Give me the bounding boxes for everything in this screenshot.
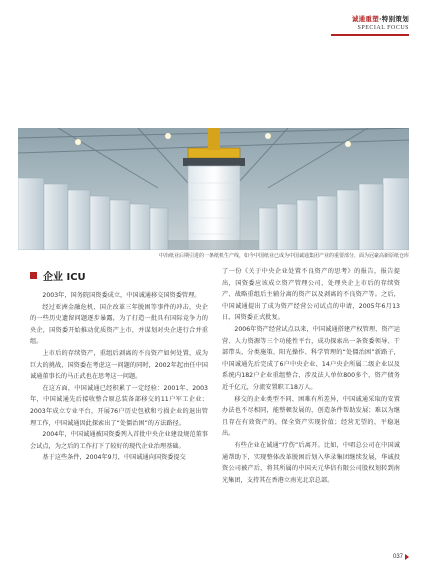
- paragraph: 了一份《关于中央企业处置不良资产的思考》的报告，报告提出，国资委应该成立资产管理公司，处理央企上市后的存续资产、战略重组后主辅分离的资产以及剥离的不良资产等。之后，中国诚通提出了成为资产经营公司试点的申请，2005年6月13日，国资委正式批复。: [222, 268, 400, 322]
- page-number-text: 037: [392, 554, 403, 560]
- left-column: [30, 290, 208, 464]
- paragraph: 经过亚洲金融危机、国企改革三年脱困等事件的冲击，央企的一些历史遗留问题逐步暴露，为了打造一批具有国际竞争力的央企，国资委开始推动优质资产上市，并谋划对央企进行合并重组。: [30, 303, 208, 346]
- paragraph: 2003年，国务院国资委成立，中国诚通移交国资委管理。: [42, 292, 201, 299]
- heading-square-icon: [30, 272, 37, 279]
- paragraph: 有些企业在诚通“疗伤”后离开。比如，中唱总公司在中国诚通帮助下，实现整体改革脱困后划入华录集团继续发展，华诚投资公司被产后，将其所属的中国天元华信有限公司股权划转到南光集团，支持其在香港立南光北京总部。: [222, 441, 400, 484]
- paragraph: 2006年资产经营试点以来，中国诚通搭建产权管理、资产运营、人力资源等三个功能性平台，成功探索出一条资委领导、干部带头、分类施策、阳光操作、科学管理的“处僵治困”新路子，中国诚通先后完成了6户中央企业、14户央企所属二级企业以及系统内182户企业重组整合，涉及法人单位800多个，资产债务近千亿元，分流安置职工18万人。: [222, 325, 400, 391]
- section-separator: ·: [379, 15, 382, 23]
- section-heading: [30, 268, 86, 282]
- right-column: [222, 266, 400, 486]
- paragraph: 基于这些条件，2004年9月，中国诚通向国资委提交: [42, 454, 186, 462]
- section-name: 特别策划: [381, 15, 409, 23]
- section-heading-text: 企业 ICU: [43, 271, 86, 283]
- triangle-marker-icon: [405, 554, 409, 560]
- photo-caption: 中冶纸业后期引进的一条纸机生产线，如今中国纸业已成为中国诚通集团产业的重要部分，面为冠豪高新原纸仓库: [158, 253, 409, 259]
- page-number: [393, 554, 409, 560]
- section-header: [331, 15, 409, 36]
- header-rule: [331, 34, 409, 36]
- paragraph: 移交的企业类型不同、困难有所差异，中国诚通采取的安置办法也不尽相同，能整顿发展的，创造条件帮助发展；难以为继且存在有效资产的，保全资产实现价值；经营无望的，平稳退出。: [222, 395, 400, 438]
- warehouse-photo: [18, 128, 409, 250]
- section-header-title: [331, 15, 409, 24]
- paragraph: 在这方面，中国诚通已经积累了一定经验：2001年、2003年，中国诚通先后接收整合原总装备部移交的11户军工企业；2003年成立专业平台，开展76户历史包袱和亏损企业的退出管理工作，中国诚通因此探索出了“处僵治困”的方法路径。: [30, 384, 208, 427]
- paragraph: 上市后的存续资产，重组后剥离的不良资产如何处置，成为巨大的挑战，国资委在考虑这一问题的同时，2002年起由任中国诚通董事长的马正武也在思考这一问题。: [30, 349, 208, 381]
- paragraph: 2004年，中国诚通被国资委列入首批中央企业建设规范董事会试点，为之后的工作打下了较好的现代企业治理基础。: [30, 431, 208, 450]
- section-header-en: SPECIAL FOCUS: [357, 25, 409, 31]
- section-prefix: 诚通重塑: [351, 15, 380, 23]
- paper-roll-warehouse-image: [18, 128, 409, 250]
